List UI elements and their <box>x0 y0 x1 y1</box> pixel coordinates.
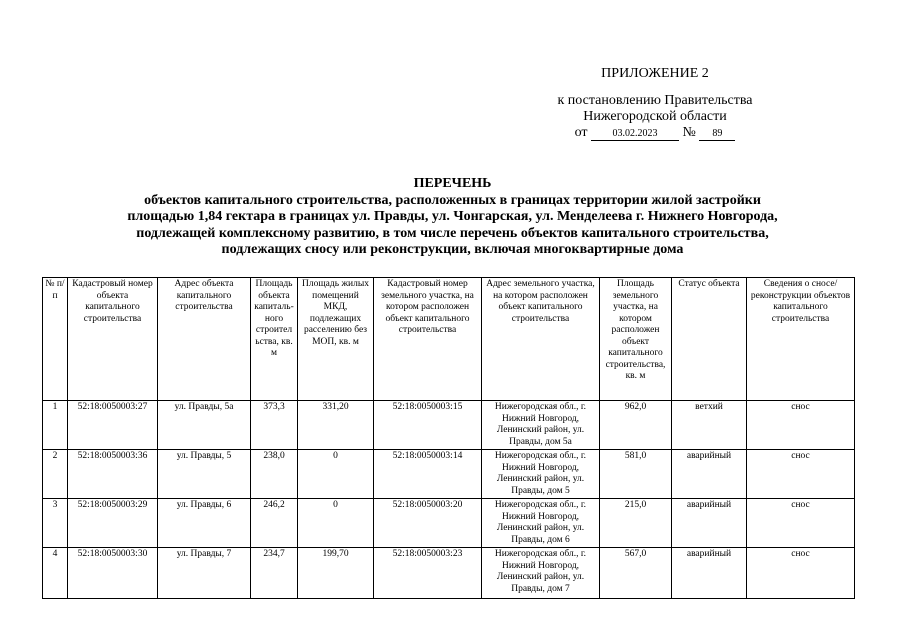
table-cell: 52:18:0050003:29 <box>68 499 158 548</box>
table-cell: Нижегородская обл., г. Нижний Новгород, Ленинский район, ул. Правды, дом 5а <box>482 401 600 450</box>
objects-table <box>42 277 855 599</box>
table-cell: 199,70 <box>298 548 374 599</box>
table-cell: 1 <box>43 401 68 450</box>
table-cell: ул. Правды, 7 <box>158 548 251 599</box>
table-cell: снос <box>747 401 855 450</box>
number-prefix: № <box>682 125 696 140</box>
header-cell: № п/п <box>43 278 68 401</box>
table-cell: 234,7 <box>251 548 298 599</box>
table-body <box>43 401 855 599</box>
table-row <box>43 499 855 548</box>
table-cell: Нижегородская обл., г. Нижний Новгород, Ленинский район, ул. Правды, дом 7 <box>482 548 600 599</box>
table-cell: аварийный <box>672 450 747 499</box>
table-cell: 246,2 <box>251 499 298 548</box>
header-cell: Площадь объекта капиталь-ного строител ьства, кв. м <box>251 278 298 401</box>
heading-line-4: подлежащих сносу или реконструкции, включая многоквартирные дома <box>221 242 684 257</box>
document-date: 03.02.2023 <box>591 128 679 141</box>
appendix-line-1: к постановлению Правительства <box>557 93 753 108</box>
table-cell: 0 <box>298 499 374 548</box>
document-heading <box>40 176 865 259</box>
table-cell: снос <box>747 499 855 548</box>
header-cell: Сведения о сносе/реконструкции объектов капитального строительства <box>747 278 855 401</box>
table-cell: 331,20 <box>298 401 374 450</box>
header-cell: Статус объекта <box>672 278 747 401</box>
table-cell: аварийный <box>672 499 747 548</box>
heading-line-3: подлежащей комплексному развитию, в том числе перечень объектов капитального строительства, <box>136 225 769 241</box>
heading-line-1: объектов капитального строительства, расположенных в границах территории жилой застройки <box>144 192 761 208</box>
table-cell: 52:18:0050003:36 <box>68 450 158 499</box>
heading-title: ПЕРЕЧЕНЬ <box>413 176 492 191</box>
table-cell: 52:18:0050003:15 <box>374 401 482 450</box>
table-cell: Нижегородская обл., г. Нижний Новгород, Ленинский район, ул. Правды, дом 5 <box>482 450 600 499</box>
header-cell: Кадастровый номер земельного участка, на котором расположен объект капитального строительства <box>374 278 482 401</box>
appendix-title: ПРИЛОЖЕНИЕ 2 <box>601 66 709 81</box>
table-cell: аварийный <box>672 548 747 599</box>
table-cell: ул. Правды, 6 <box>158 499 251 548</box>
table-cell: 4 <box>43 548 68 599</box>
table-cell: 962,0 <box>600 401 672 450</box>
table-cell: 567,0 <box>600 548 672 599</box>
date-number-line <box>575 125 736 141</box>
table-row <box>43 401 855 450</box>
appendix-block <box>520 66 790 141</box>
header-cell: Адрес объекта капитального строительства <box>158 278 251 401</box>
table-cell: ветхий <box>672 401 747 450</box>
table-header-row <box>43 278 855 401</box>
header-cell: Площадь земельного участка, на котором расположен объект капитального строительства, кв. м <box>600 278 672 401</box>
table-cell: 373,3 <box>251 401 298 450</box>
table-cell: 2 <box>43 450 68 499</box>
table-cell: ул. Правды, 5 <box>158 450 251 499</box>
table-cell: 215,0 <box>600 499 672 548</box>
header-cell: Площадь жилых помещений МКД, подлежащих расселению без МОП, кв. м <box>298 278 374 401</box>
table-cell: 52:18:0050003:23 <box>374 548 482 599</box>
date-prefix: от <box>574 125 588 140</box>
table-cell: 238,0 <box>251 450 298 499</box>
header-cell: Адрес земельного участка, на котором расположен объект капитального строительства <box>482 278 600 401</box>
heading-line-2: площадью 1,84 гектара в границах ул. Правды, ул. Чонгарская, ул. Менделеева г. Нижнего Новгорода, <box>127 209 778 224</box>
table-cell: 52:18:0050003:30 <box>68 548 158 599</box>
table-cell: 0 <box>298 450 374 499</box>
table-cell: 52:18:0050003:14 <box>374 450 482 499</box>
table-cell: Нижегородская обл., г. Нижний Новгород, Ленинский район, ул. Правды, дом 6 <box>482 499 600 548</box>
document-number: 89 <box>699 128 735 141</box>
table-cell: 52:18:0050003:20 <box>374 499 482 548</box>
table-cell: 3 <box>43 499 68 548</box>
table-row <box>43 548 855 599</box>
header-cell: Кадастровый номер объекта капитального строительства <box>68 278 158 401</box>
table-cell: 581,0 <box>600 450 672 499</box>
table-cell: снос <box>747 450 855 499</box>
table-cell: 52:18:0050003:27 <box>68 401 158 450</box>
table-row <box>43 450 855 499</box>
table-cell: снос <box>747 548 855 599</box>
appendix-line-2: Нижегородской области <box>583 109 727 124</box>
table-cell: ул. Правды, 5а <box>158 401 251 450</box>
